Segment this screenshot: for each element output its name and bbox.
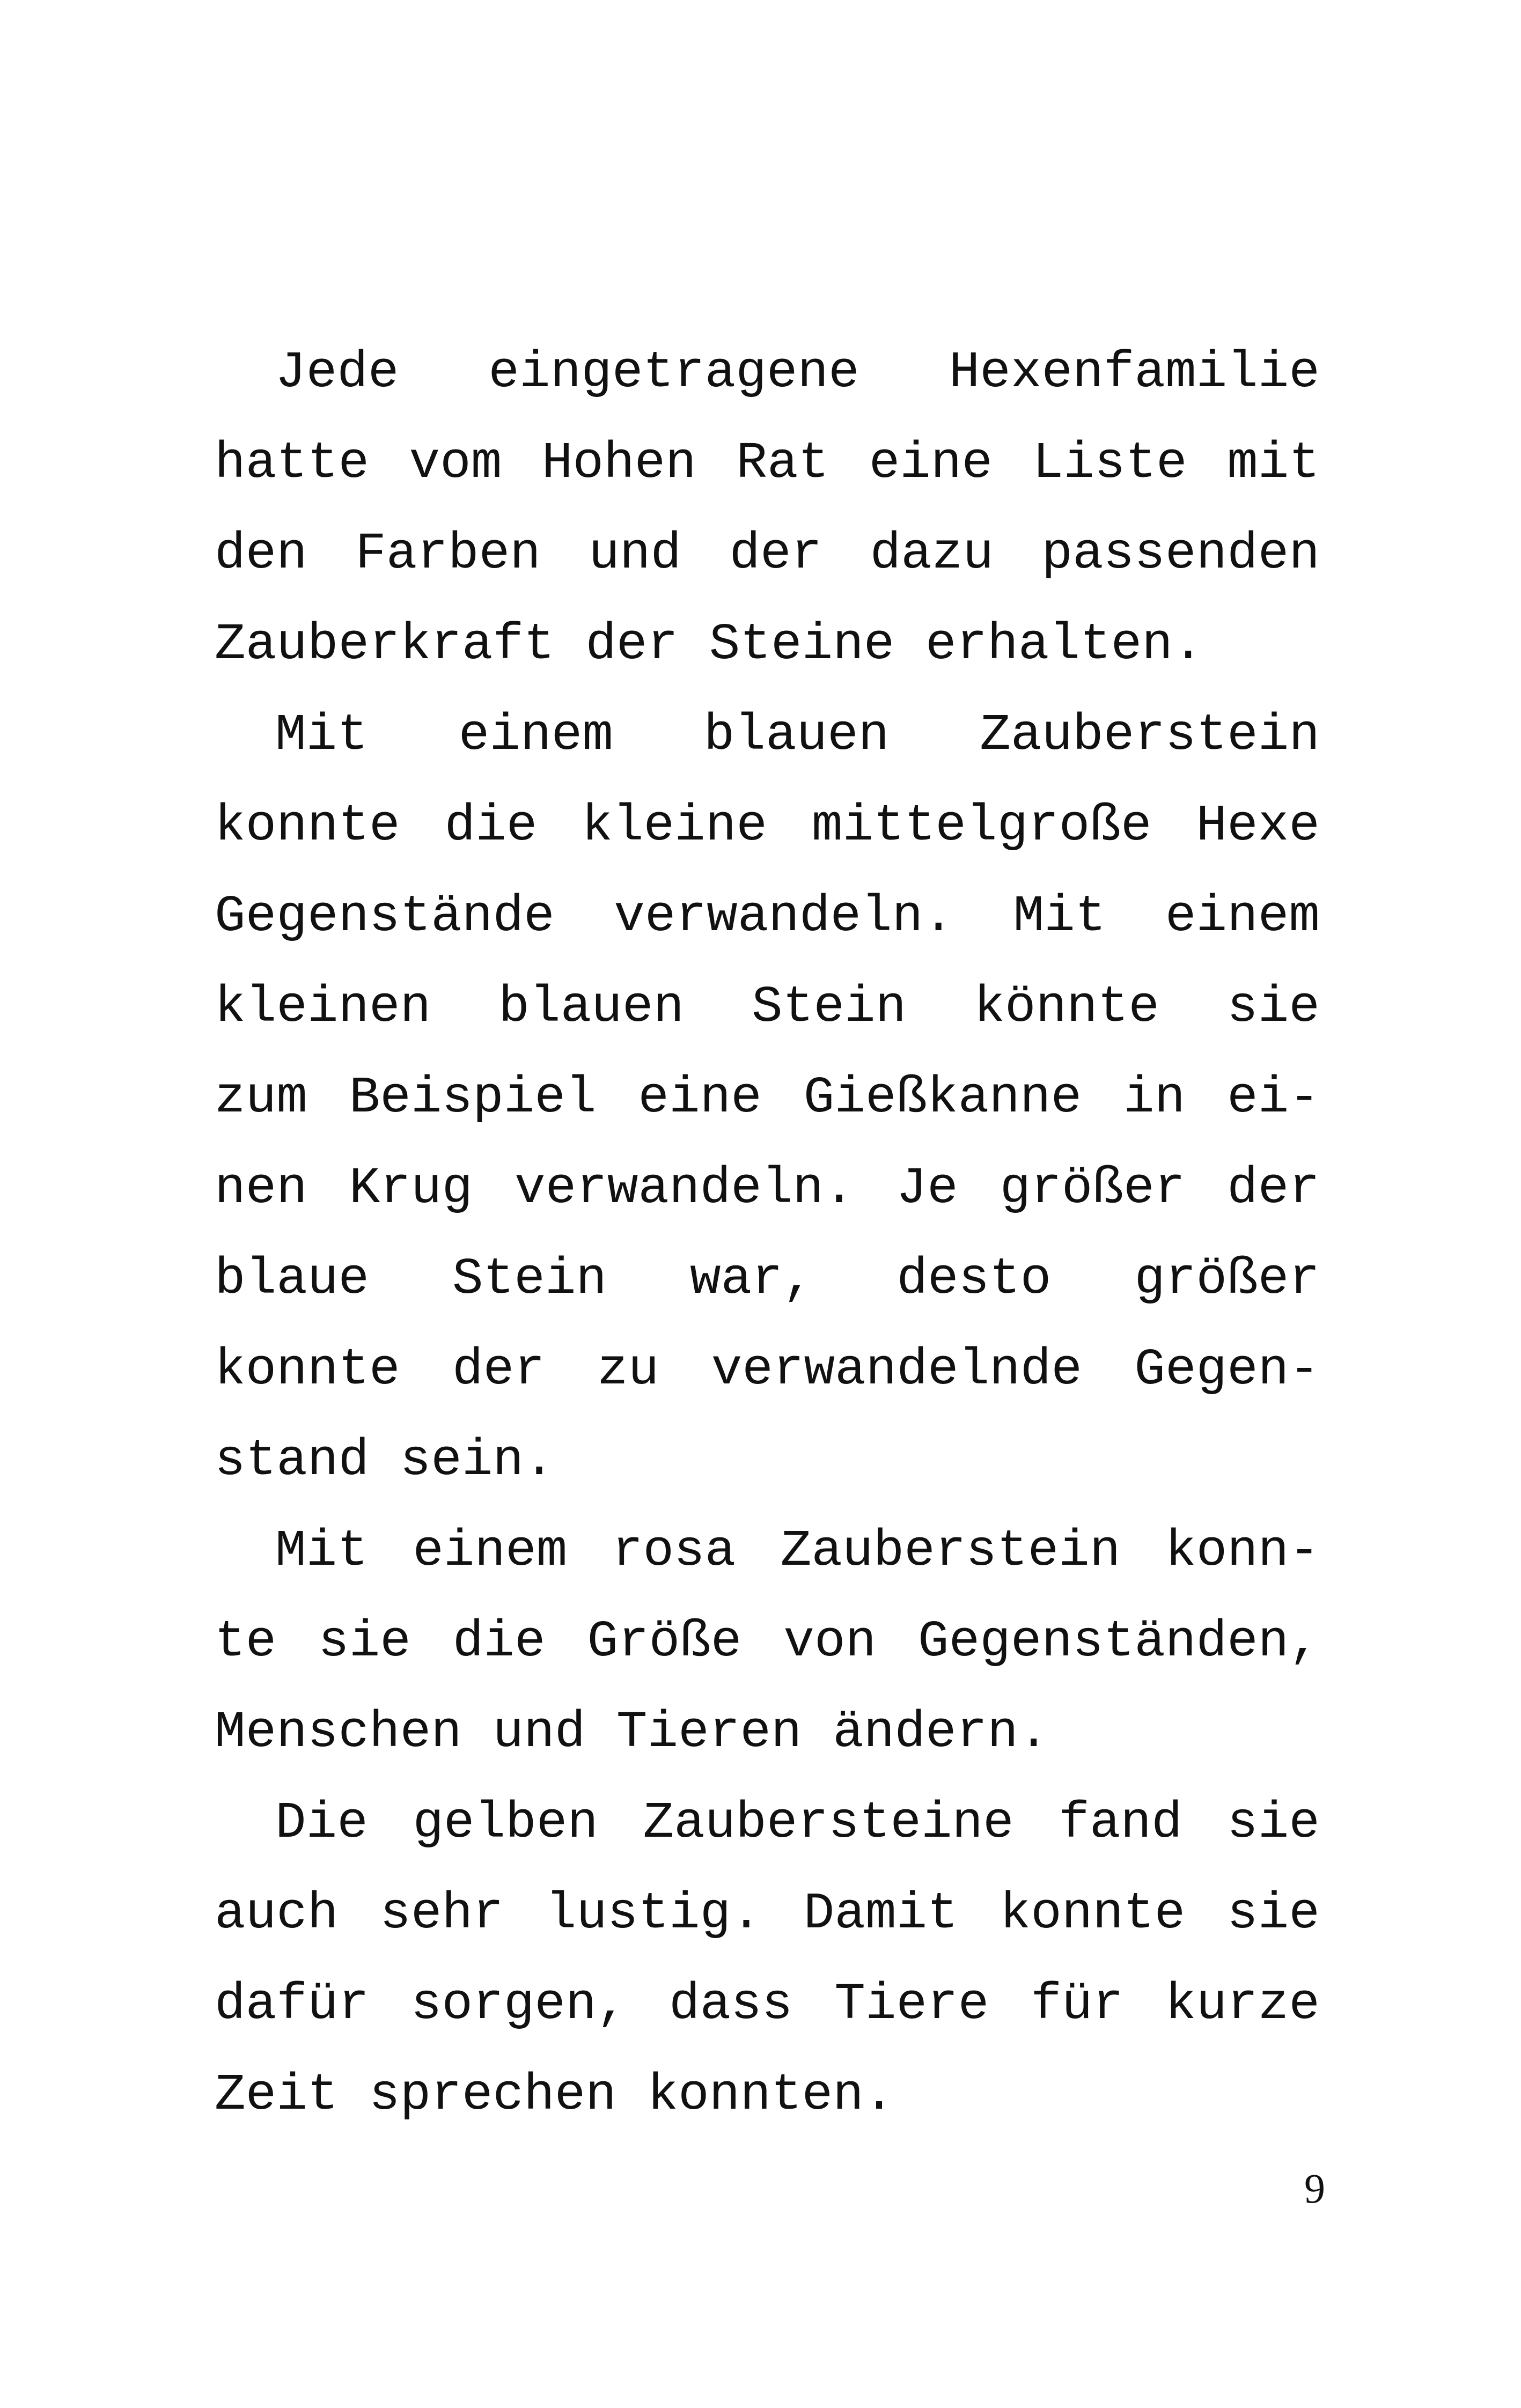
word: größer — [1134, 1250, 1320, 1308]
word: könnte — [974, 978, 1159, 1036]
paragraph-1 — [215, 327, 1320, 690]
word: von — [783, 1612, 877, 1671]
word: blauen — [703, 706, 890, 764]
word: blaue — [215, 1250, 370, 1308]
text-line — [215, 1959, 1320, 2050]
word: konnte — [215, 1341, 400, 1399]
word: Gießkanne — [803, 1069, 1082, 1127]
word: Größe — [587, 1612, 742, 1671]
word: kurze — [1165, 1975, 1320, 2034]
word: einem — [1165, 887, 1320, 946]
word: den — [215, 525, 307, 583]
word: kleinen — [215, 978, 431, 1036]
word: verwandelnde — [711, 1341, 1082, 1399]
word: einem — [458, 706, 613, 764]
text-line — [215, 1052, 1320, 1143]
word: desto — [897, 1250, 1052, 1308]
word: für — [1031, 1975, 1124, 2034]
word: mit — [1227, 434, 1320, 492]
word: vom — [409, 434, 502, 492]
word: sie — [1227, 1884, 1320, 1943]
text-line — [215, 1506, 1320, 1596]
word: eine — [869, 434, 993, 492]
word: Jede — [275, 343, 399, 402]
word: Zauberstein — [780, 1522, 1121, 1580]
page-number: 9 — [1304, 2165, 1325, 2212]
word: kleine — [582, 797, 767, 855]
text-line — [215, 1234, 1320, 1324]
word: die — [444, 797, 538, 855]
word: passenden — [1041, 525, 1320, 583]
paragraph-3 — [215, 1506, 1320, 1778]
word: einem — [413, 1522, 568, 1580]
word: Zaubersteine — [643, 1794, 1014, 1852]
body-text — [215, 327, 1320, 2140]
word: verwandeln. — [514, 1159, 855, 1218]
word: Hexenfamilie — [949, 343, 1320, 402]
word: mittelgroße — [811, 797, 1152, 855]
word: dafür — [215, 1975, 370, 2034]
word: eine — [638, 1069, 762, 1127]
word: lustig. — [545, 1884, 762, 1943]
word: Farben — [355, 525, 541, 583]
word: Mit — [1013, 887, 1106, 946]
word: Hexe — [1196, 797, 1320, 855]
text-line — [215, 509, 1320, 599]
word: dazu — [870, 525, 994, 583]
text-line: Zeit sprechen konnten. — [215, 2066, 895, 2124]
word: auch — [215, 1884, 339, 1943]
word: Gegen- — [1134, 1341, 1320, 1399]
word: Je — [896, 1159, 958, 1218]
word: Stein — [752, 978, 907, 1036]
word: die — [452, 1612, 546, 1671]
word: Zauberstein — [980, 706, 1320, 764]
text-line — [215, 1324, 1320, 1415]
word: sehr — [380, 1884, 504, 1943]
text-line — [215, 962, 1320, 1052]
word: Beispiel — [349, 1069, 597, 1127]
word: rosa — [612, 1522, 736, 1580]
word: Mit — [275, 1522, 368, 1580]
text-line — [215, 1143, 1320, 1234]
word: sie — [1227, 978, 1320, 1036]
text-line: Menschen und Tieren ändern. — [215, 1703, 1049, 1762]
text-line — [215, 327, 1320, 418]
word: blauen — [498, 978, 685, 1036]
word: konnte — [1000, 1884, 1186, 1943]
text-line — [215, 871, 1320, 962]
word: dass — [669, 1975, 793, 2034]
word: Tiere — [834, 1975, 989, 2034]
word: hatte — [215, 434, 370, 492]
word: konnte — [215, 797, 400, 855]
word: konn- — [1165, 1522, 1320, 1580]
text-line — [215, 1778, 1320, 1868]
word: fand — [1059, 1794, 1182, 1852]
word: nen — [215, 1159, 307, 1218]
word: verwandeln. — [614, 887, 954, 946]
word: Mit — [275, 706, 368, 764]
word: und — [589, 525, 682, 583]
text-line — [215, 1868, 1320, 1959]
word: gelben — [413, 1794, 598, 1852]
word: Rat — [736, 434, 829, 492]
word: Gegenstände — [215, 887, 555, 946]
word: war, — [689, 1250, 814, 1308]
word: Stein — [452, 1250, 607, 1308]
word: der — [1227, 1159, 1320, 1218]
word: sorgen, — [410, 1975, 628, 2034]
word: zum — [215, 1069, 307, 1127]
word: te — [215, 1612, 277, 1671]
word: Die — [275, 1794, 368, 1852]
text-line: Zauberkraft der Steine erhalten. — [215, 615, 1204, 674]
word: Gegenständen, — [918, 1612, 1320, 1671]
word: sie — [318, 1612, 411, 1671]
word: sie — [1227, 1794, 1320, 1852]
word: Krug — [349, 1159, 473, 1218]
word: Hohen — [541, 434, 696, 492]
word: der — [729, 525, 822, 583]
word: der — [452, 1341, 545, 1399]
word: Damit — [803, 1884, 958, 1943]
paragraph-4 — [215, 1778, 1320, 2140]
text-line: stand sein. — [215, 1431, 555, 1490]
text-line — [215, 780, 1320, 871]
word: Liste — [1032, 434, 1187, 492]
paragraph-2 — [215, 690, 1320, 1506]
word: ei- — [1227, 1069, 1320, 1127]
word: zu — [597, 1341, 659, 1399]
word: in — [1123, 1069, 1186, 1127]
word: größer — [1000, 1159, 1186, 1218]
text-line — [215, 1596, 1320, 1687]
text-line — [215, 418, 1320, 509]
word: eingetragene — [488, 343, 859, 402]
text-line — [215, 690, 1320, 780]
